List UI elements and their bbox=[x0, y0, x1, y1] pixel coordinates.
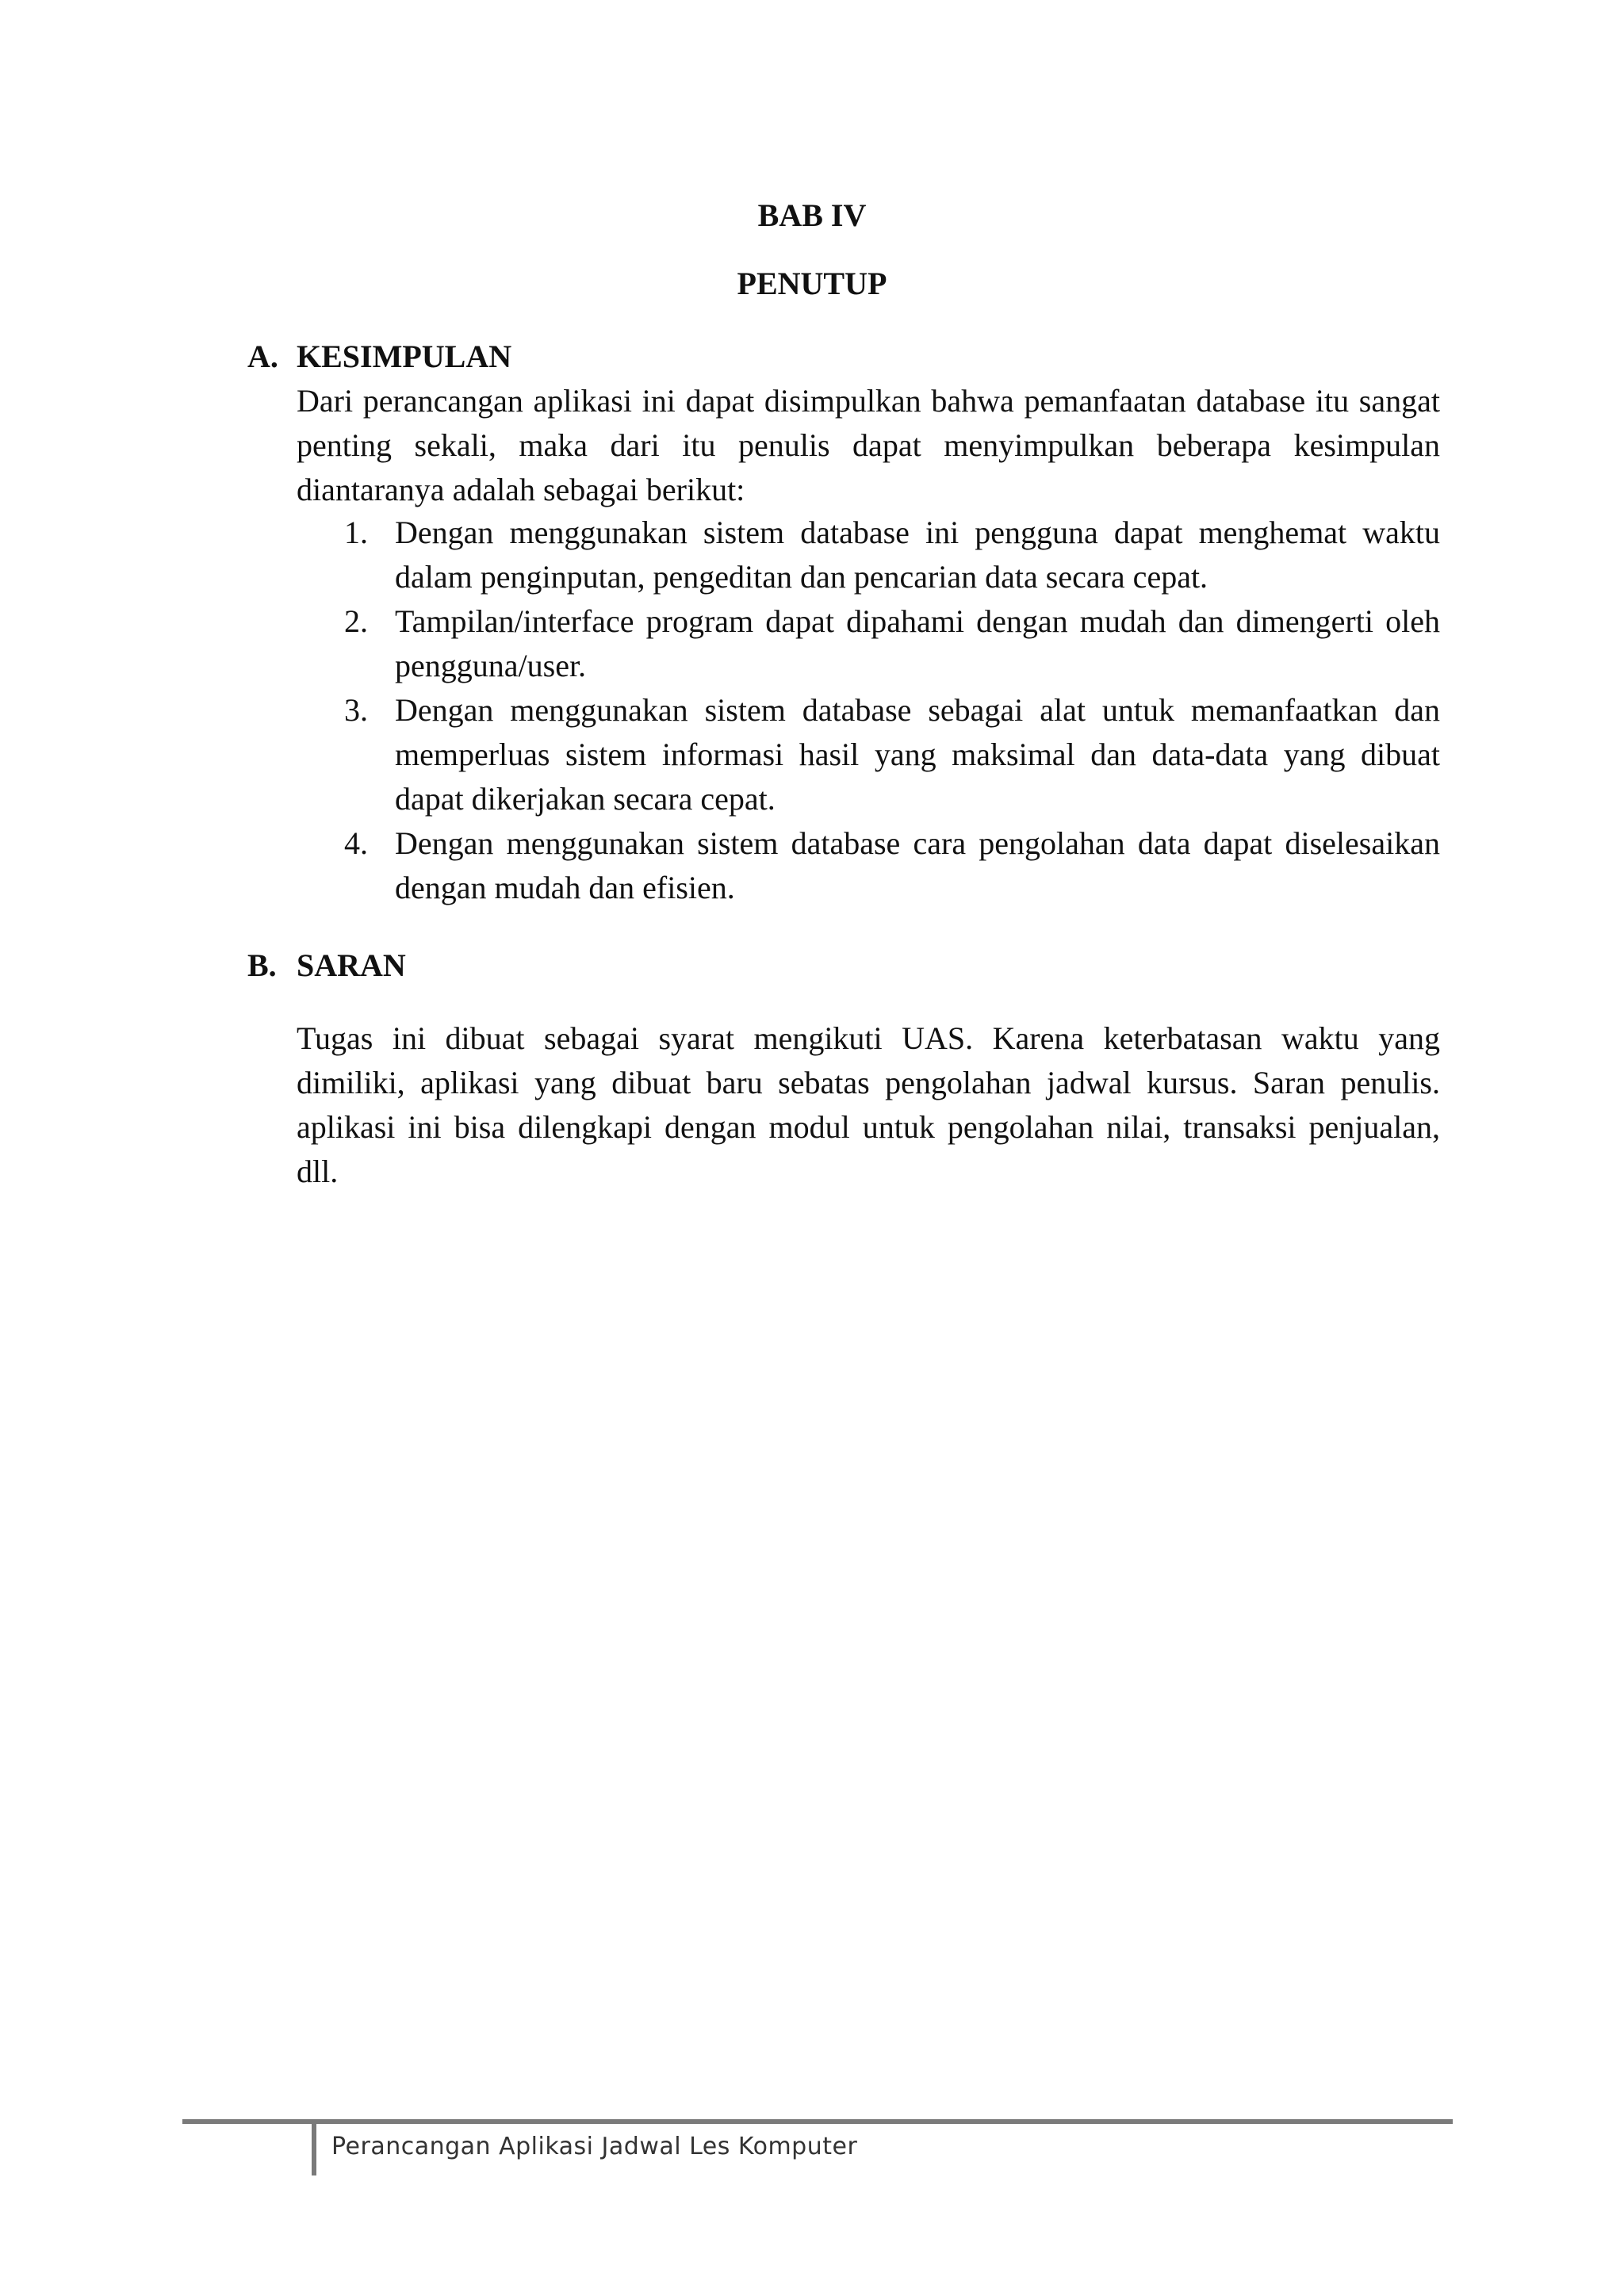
conclusion-list bbox=[297, 511, 1440, 910]
chapter-title: PENUTUP bbox=[737, 266, 887, 301]
chapter-number: BAB IV bbox=[757, 197, 867, 233]
list-item bbox=[297, 511, 1440, 599]
list-item bbox=[297, 821, 1440, 910]
list-item bbox=[297, 688, 1440, 821]
list-item-text: Dengan menggunakan sistem database sebagai alat untuk memanfaatkan dan memperluas sistem informasi hasil yang maksimal dan data-data yang dibuat dapat dikerjakan secara cepat. bbox=[395, 692, 1440, 817]
suggestion-paragraph: Tugas ini dibuat sebagai syarat mengikuti UAS. Karena keterbatasan waktu yang dimiliki, aplikasi yang dibuat baru sebatas pengolahan jadwal kursus. Saran penulis. aplikasi ini bisa dilengkapi dengan modul untuk pengolahan nilai, transaksi penjualan, dll. bbox=[297, 1020, 1440, 1189]
list-item-text: Dengan menggunakan sistem database ini pengguna dapat menghemat waktu dalam penginputan, pengeditan dan pencarian data secara cepat. bbox=[395, 515, 1440, 595]
section-b-marker: B. bbox=[247, 947, 277, 983]
conclusion-intro-paragraph: Dari perancangan aplikasi ini dapat disimpulkan bahwa pemanfaatan database itu sangat penting sekali, maka dari itu penulis dapat menyimpulkan beberapa kesimpulan diantaranya adalah sebagai berikut: bbox=[297, 383, 1440, 507]
footer-divider bbox=[182, 2119, 1453, 2124]
footer-accent-bar bbox=[312, 2122, 316, 2175]
list-item-number: 1. bbox=[344, 515, 368, 550]
section-a-marker: A. bbox=[247, 339, 278, 374]
list-item bbox=[297, 599, 1440, 688]
list-item-number: 2. bbox=[344, 603, 368, 639]
section-a-heading: KESIMPULAN bbox=[297, 339, 512, 374]
section-b-heading: SARAN bbox=[297, 947, 406, 983]
list-item-text: Tampilan/interface program dapat dipahami dengan mudah dan dimengerti oleh pengguna/user. bbox=[395, 603, 1440, 683]
footer-title: Perancangan Aplikasi Jadwal Les Komputer bbox=[331, 2133, 858, 2160]
list-item-number: 4. bbox=[344, 825, 368, 861]
list-item-text: Dengan menggunakan sistem database cara pengolahan data dapat diselesaikan dengan mudah dan efisien. bbox=[395, 825, 1440, 905]
list-item-number: 3. bbox=[344, 692, 368, 728]
